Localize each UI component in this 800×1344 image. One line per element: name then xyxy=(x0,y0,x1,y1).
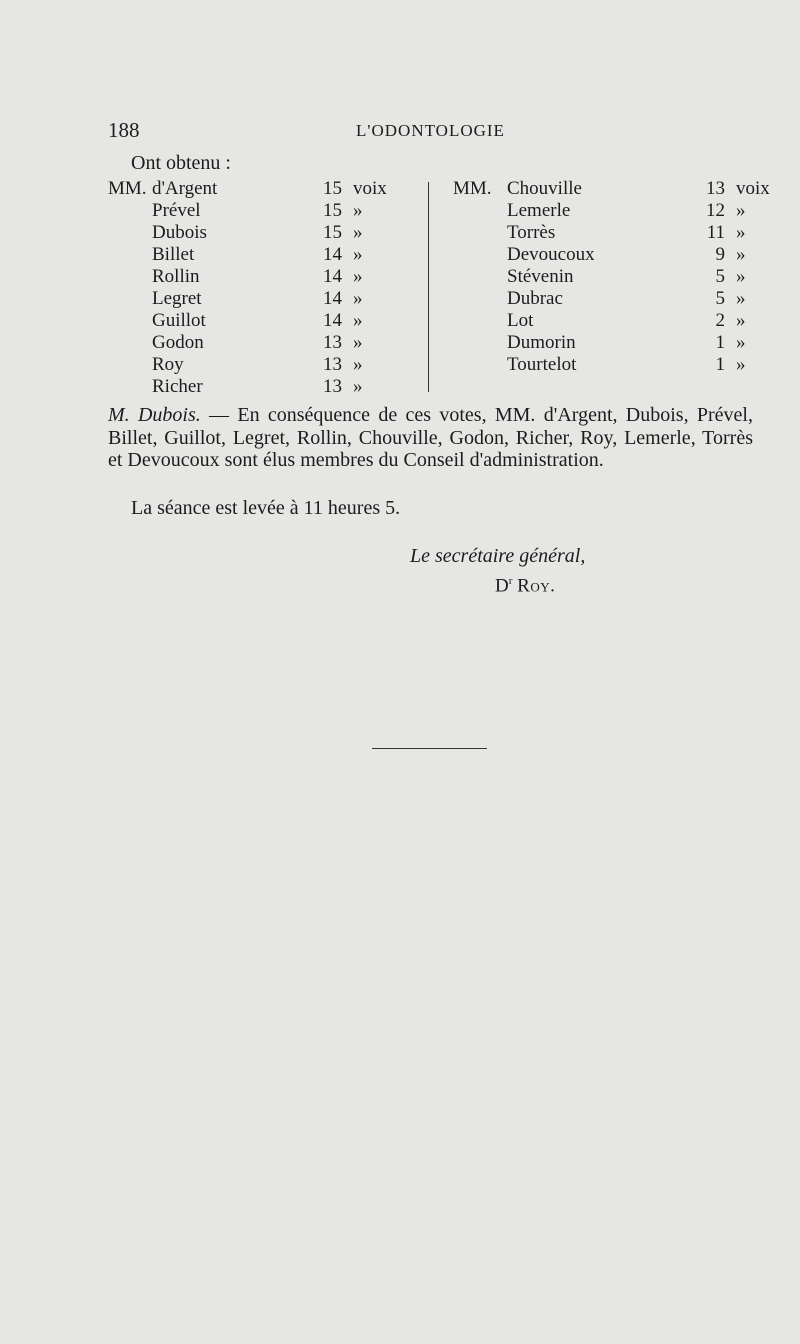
signature-superscript: r xyxy=(508,575,513,587)
vote-count: 15 xyxy=(323,200,342,221)
vote-row xyxy=(108,332,408,354)
candidate-name: Roy xyxy=(152,354,184,375)
vote-unit: » xyxy=(353,266,363,287)
vote-unit: » xyxy=(353,288,363,309)
candidate-name: Guillot xyxy=(152,310,206,331)
candidate-name: Rollin xyxy=(152,266,200,287)
vote-row xyxy=(108,376,408,398)
vote-row xyxy=(453,288,768,310)
result-text: — En conséquence de ces votes, MM. d'Argent, Dubois, Prével, Billet, Guillot, Legret, Rollin, Chouville, Godon, Richer, Roy, Lemerle, Torrès et Devoucoux sont élus membres du Conseil d'administration. xyxy=(108,404,753,471)
vote-unit: » xyxy=(736,332,746,353)
vote-row xyxy=(108,266,408,288)
candidate-name: Dubois xyxy=(152,222,207,243)
vote-unit: voix xyxy=(736,178,770,199)
vote-unit: » xyxy=(736,244,746,265)
vote-count: 14 xyxy=(323,244,342,265)
vote-row xyxy=(453,178,768,200)
page-header xyxy=(108,118,753,146)
vote-row xyxy=(453,310,768,332)
vote-prefix: MM. xyxy=(453,178,492,199)
vote-count: 14 xyxy=(323,266,342,287)
vote-unit: voix xyxy=(353,178,387,199)
vote-prefix: MM. xyxy=(108,178,147,199)
vote-row xyxy=(108,178,408,200)
vote-count: 14 xyxy=(323,288,342,309)
vote-count: 13 xyxy=(323,376,342,397)
candidate-name: Godon xyxy=(152,332,204,353)
speaker-name: M. Dubois. xyxy=(108,404,201,426)
vote-column-left xyxy=(108,178,408,398)
signature-name xyxy=(495,575,555,597)
vote-row xyxy=(108,244,408,266)
vote-unit: » xyxy=(353,200,363,221)
vote-column-right xyxy=(453,178,768,376)
vote-unit: » xyxy=(736,200,746,221)
vote-count: 5 xyxy=(715,288,725,309)
vote-count: 13 xyxy=(323,354,342,375)
vote-table xyxy=(108,178,768,398)
vote-count: 15 xyxy=(323,178,342,199)
vote-unit: » xyxy=(353,376,363,397)
vote-count: 5 xyxy=(715,266,725,287)
result-paragraph xyxy=(108,404,753,472)
vote-row xyxy=(108,200,408,222)
vote-row xyxy=(108,310,408,332)
candidate-name: Lot xyxy=(507,310,534,331)
candidate-name: Stévenin xyxy=(507,266,574,287)
vote-unit: » xyxy=(353,310,363,331)
vote-count: 2 xyxy=(715,310,725,331)
signature-prefix: D xyxy=(495,575,509,597)
vote-count: 13 xyxy=(706,178,725,199)
vote-unit: » xyxy=(736,266,746,287)
candidate-name: d'Argent xyxy=(152,178,218,199)
vote-row xyxy=(108,222,408,244)
candidate-name: Torrès xyxy=(507,222,556,243)
candidate-name: Devoucoux xyxy=(507,244,595,265)
candidate-name: Tourtelot xyxy=(507,354,577,375)
candidate-name: Lemerle xyxy=(507,200,571,221)
vote-row xyxy=(108,354,408,376)
vote-count: 12 xyxy=(706,200,725,221)
vote-row xyxy=(108,288,408,310)
column-divider xyxy=(428,182,429,392)
intro-line: Ont obtenu : xyxy=(131,152,231,174)
vote-unit: » xyxy=(736,288,746,309)
vote-count: 9 xyxy=(715,244,725,265)
candidate-name: Dumorin xyxy=(507,332,576,353)
candidate-name: Richer xyxy=(152,376,203,397)
vote-row xyxy=(453,222,768,244)
vote-count: 1 xyxy=(715,332,725,353)
vote-unit: » xyxy=(736,310,746,331)
candidate-name: Dubrac xyxy=(507,288,563,309)
running-title: L'ODONTOLOGIE xyxy=(356,121,505,140)
vote-unit: » xyxy=(353,244,363,265)
vote-count: 1 xyxy=(715,354,725,375)
candidate-name: Chouville xyxy=(507,178,582,199)
vote-row xyxy=(453,332,768,354)
vote-unit: » xyxy=(353,222,363,243)
vote-row xyxy=(453,354,768,376)
closing-line: La séance est levée à 11 heures 5. xyxy=(131,497,401,519)
vote-count: 13 xyxy=(323,332,342,353)
vote-unit: » xyxy=(736,222,746,243)
vote-count: 14 xyxy=(323,310,342,331)
candidate-name: Billet xyxy=(152,244,195,265)
vote-row xyxy=(453,266,768,288)
vote-count: 11 xyxy=(706,222,725,243)
page-number: 188 xyxy=(108,118,140,142)
signature-surname: Roy. xyxy=(517,575,556,597)
vote-row xyxy=(453,200,768,222)
vote-unit: » xyxy=(353,332,363,353)
candidate-name: Prével xyxy=(152,200,201,221)
vote-unit: » xyxy=(353,354,363,375)
end-rule xyxy=(372,748,487,749)
vote-unit: » xyxy=(736,354,746,375)
vote-count: 15 xyxy=(323,222,342,243)
signature-title: Le secrétaire général, xyxy=(410,545,586,567)
vote-row xyxy=(453,244,768,266)
candidate-name: Legret xyxy=(152,288,202,309)
